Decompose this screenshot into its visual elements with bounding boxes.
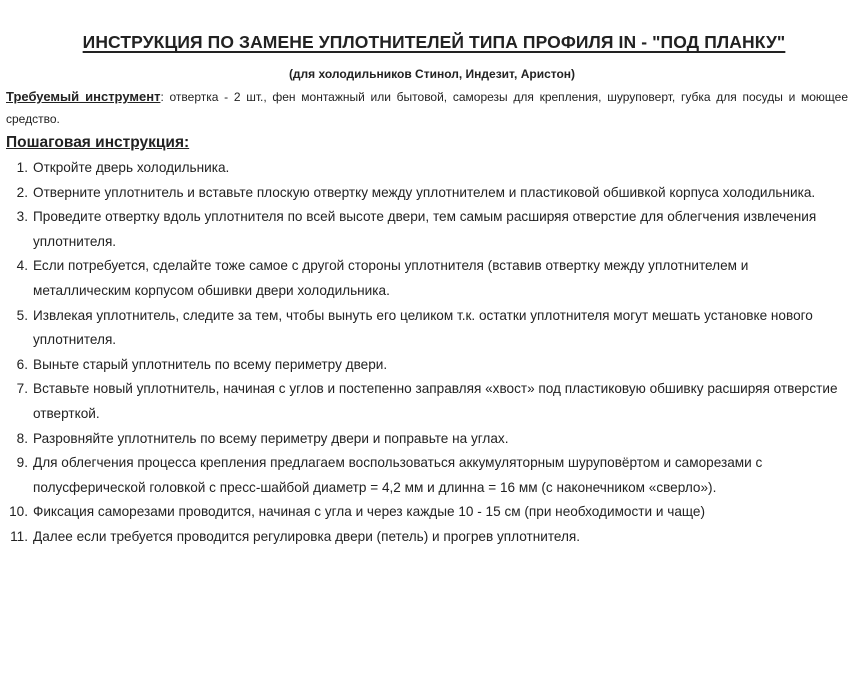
step-number: 11.	[10, 528, 28, 544]
step-item	[6, 304, 848, 353]
step-item	[6, 525, 848, 550]
step-item	[6, 181, 848, 206]
step-number: 7.	[16, 381, 28, 397]
steps-list	[6, 156, 848, 550]
document-subtitle: (для холодильников Стинол, Индезит, Аристон)	[288, 67, 576, 81]
step-number: 2.	[16, 184, 28, 200]
step-item	[6, 500, 848, 525]
step-item	[6, 254, 848, 303]
step-item	[6, 205, 848, 254]
step-item	[6, 377, 848, 426]
step-number: 6.	[16, 356, 28, 372]
step-number: 4.	[16, 258, 28, 274]
required-tools-paragraph	[6, 86, 848, 130]
step-text: Проведите отвертку вдоль уплотнителя по всей высоте двери, тем самым расширяя отверстие для облегчения извлечения уплотнителя.	[33, 209, 817, 249]
step-number: 10.	[9, 504, 28, 520]
step-text: Извлекая уплотнитель, следите за тем, чтобы вынуть его целиком т.к. остатки уплотнителя могут мешать установке нового уплотнителя.	[33, 307, 813, 348]
step-number: 3.	[16, 209, 28, 225]
step-text: Вставьте новый уплотнитель, начиная с углов и постепенно заправляя «хвост» под пластиковую обшивку расширяя отверстие отверткой.	[33, 381, 838, 421]
required-tools-text: : отвертка - 2 шт., фен монтажный или бытовой, саморезы для крепления, шуруповерт, губка для посуды и моющее средство.	[6, 90, 848, 126]
step-item	[6, 451, 848, 500]
step-number: 9.	[16, 455, 28, 471]
step-number: 5.	[16, 307, 28, 323]
step-text: Для облегчения процесса крепления предлагаем воспользоваться аккумуляторным шуруповёртом и саморезами с полусферической головкой с пресс-шайбой диаметр = 4,2 мм и длинна = 16 мм (с наконечником «сверло»).	[33, 455, 763, 495]
required-tools-label: Требуемый инструмент	[6, 89, 161, 104]
step-item	[6, 156, 848, 181]
step-number: 1.	[16, 160, 28, 175]
document-title-text: ИНСТРУКЦИЯ ПО ЗАМЕНЕ УПЛОТНИТЕЛЕЙ ТИПА ПРОФИЛЯ IN - "ПОД ПЛАНКУ"	[82, 32, 786, 52]
step-text: Фиксация саморезами проводится, начиная с угла и через каждые 10 - 15 см (при необходимости и чаще)	[33, 504, 706, 520]
step-text: Откройте дверь холодильника.	[33, 160, 230, 175]
step-item	[6, 427, 848, 452]
step-text: Выньте старый уплотнитель по всему периметру двери.	[33, 356, 388, 372]
step-text: Далее если требуется проводится регулировка двери (петель) и прогрев уплотнителя.	[33, 528, 581, 544]
document-title	[6, 30, 848, 54]
step-text: Разровняйте уплотнитель по всему периметру двери и поправьте на углах.	[33, 430, 509, 446]
steps-heading: Пошаговая инструкция:	[6, 134, 190, 151]
step-text: Если потребуется, сделайте тоже самое с другой стороны уплотнителя (вставив отвертку между уплотнителем и металлическим корпусом обшивки двери холодильника.	[33, 258, 749, 298]
step-text: Отверните уплотнитель и вставьте плоскую отвертку между уплотнителем и пластиковой обшивкой корпуса холодильника.	[33, 184, 816, 200]
step-item	[6, 353, 848, 378]
step-number: 8.	[16, 430, 28, 446]
